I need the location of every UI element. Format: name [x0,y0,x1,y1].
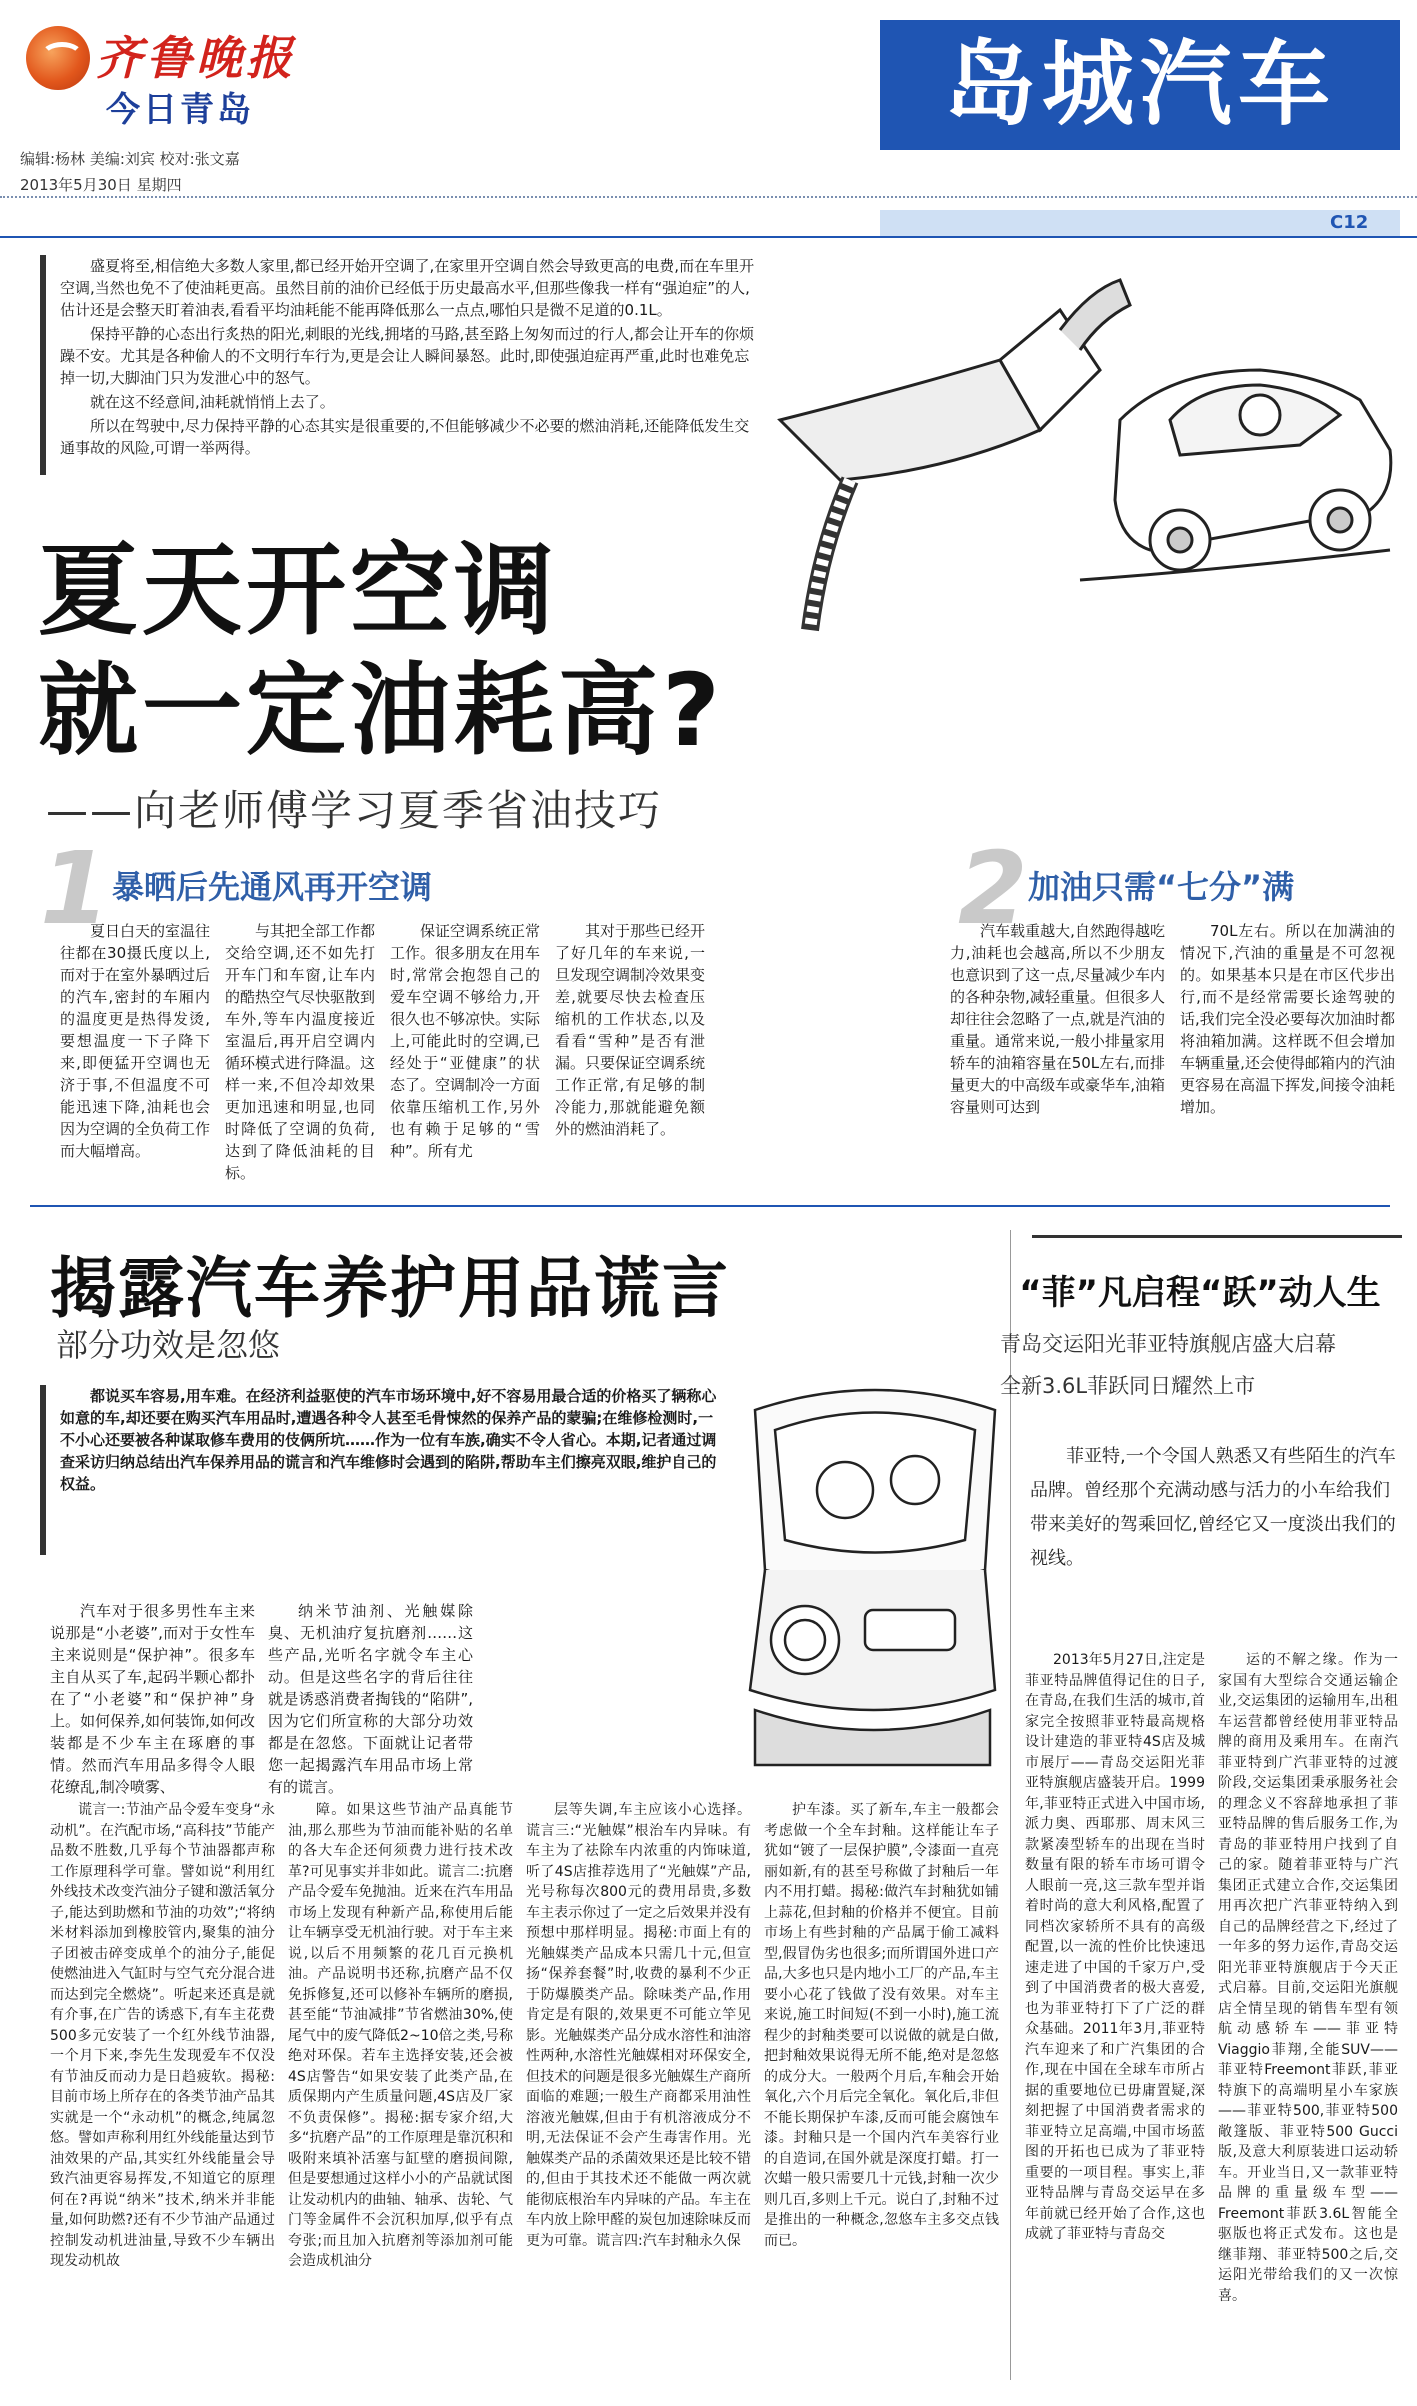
ad-paragraph: 运的不解之缘。作为一家国有大型综合交通运输企业,交运集团的运输用车,出租车运营都曾经使用菲亚特品牌的商用及乘用车。在南汽菲亚特到广汽菲亚特的过渡阶段,交运集团秉承服务社会的理念义不容辞地承担了菲亚特品牌的售后服务工作,为青岛的菲亚特用户找到了自己的家。随着菲亚特与广汽集团正式建立合作,交运集团用再次把广汽菲亚特纳入到自己的品牌经营之下,经过了一年多的努力运作,青岛交运阳光菲亚特旗舰店于今天正式启幕。目前,交运阳光旗舰店全情呈现的销售车型有领航动感轿车——菲亚特Viaggio菲翔,全能SUV——菲亚特Freemont菲跃,菲亚特旗下的高端明星小车家族——菲亚特500,菲亚特500敞篷版、菲亚特500 Gucci版,及意大利原装进口运动轿车。开业当日,又一款菲亚特品牌的重量级车型——Freemont菲跃3.6L智能全驱版也将正式发布。这也是继菲翔、菲亚特500之后,交运阳光带给我们的又一次惊喜。 [1218,1652,1398,2304]
intro-paragraph: 保持平静的心态出行炙热的阳光,刺眼的光线,拥堵的马路,甚至路上匆匆而过的行人,都会让开车的你烦躁不安。尤其是各种偷人的不文明行车行为,更是会让人瞬间暴怒。此时,即使强迫症再严重,此时也难免忘掉一切,大脚油门只为发泄心中的怒气。 [60,325,755,387]
story2-column-4 [764,1800,999,2251]
ad-top-rule [1032,1235,1402,1238]
page-rule [0,236,1417,238]
story2-paragraph: 纳米节油剂、光触媒除臭、无机油疗复抗磨剂……这些产品,光听名字就令车主心动。但是这些名字的背后往往就是诱惑消费者掏钱的“陷阱”,因为它们所宣称的大部分功效都是在忽悠。下面就让记者带您一起揭露汽车用品市场上常有的谎言。 [268,1602,473,1796]
headline-line-2: 就一定油耗高? [38,652,725,769]
tip1-column-2 [225,920,375,1184]
tip1-paragraph: 夏日白天的室温往往都在30摄氏度以上,而对于在室外暴晒过后的汽车,密封的车厢内的温度更是热得发烫,要想温度一下子降下来,即便猛开空调也无济于事,不但温度不可能迅速下降,油耗也会因为空调的全负荷工作而大幅增高。 [60,922,211,1160]
newspaper-logo-icon [26,26,90,90]
tip-title-1: 暴晒后先通风再开空调 [112,868,433,906]
tip1-column-4 [555,920,705,1140]
tip-title-2: 加油只需“七分”满 [1028,868,1295,906]
ad-column-2 [1218,1650,1398,2306]
story2-upper-column-1 [50,1600,255,1798]
edition-name: 今日青岛 [106,90,254,130]
ad-lead [1030,1440,1400,1576]
tip1-paragraph: 其对于那些已经开了好几年的车来说,一旦发现空调制冷效果变差,就要尽快去检查压缩机的工作状态,以及看看“雪种”是否有泄漏。只要保证空调系统工作正常,有足够的制冷能力,那就能避免额外的燃油消耗了。 [555,922,706,1138]
story2-column-2 [288,1800,513,2272]
tip2-column-2 [1180,920,1395,1118]
tip1-paragraph: 与其把全部工作都交给空调,还不如先打开车门和车窗,让车内的酷热空气尽快驱散到车外,等车内温度接近室温后,再开启空调内循环模式进行降温。这样一来,不但冷却效果更加迅速和明显,也同时降低了空调的负荷,达到了降低油耗的目标。 [225,922,376,1182]
ad-column-1 [1025,1650,1205,2245]
story2-lead-paragraph: 都说买车容易,用车难。在经济利益驱使的汽车市场环境中,好不容易用最合适的价格买了辆称心如意的车,却还要在购买汽车用品时,遭遇各种令人甚至毛骨悚然的保养产品的蒙骗;在维修检测时,一不小心还要被各种谋取修车费用的伎俩所坑……作为一位有车族,确实不令人省心。本期,记者通过调查采访归纳总结出汽车保养用品的谎言和汽车维修时会遇到的陷阱,帮助车主们擦亮双眼,维护自己的权益。 [60,1387,717,1493]
car-driver-icon [1080,370,1391,580]
intro-paragraph: 所以在驾驶中,尽力保持平静的心态其实是很重要的,不但能够减少不必要的燃油消耗,还能降低发生交通事故的风险,可谓一举两得。 [60,417,750,457]
story2-column-3 [526,1800,751,2251]
car-interior-illustration [735,1370,1010,1770]
story2-paragraph: 障。如果这些节油产品真能节油,那么那些为节油而能补贴的名单的各大车企还何须费力进行技术改革?可见事实并非如此。谎言二:抗磨产品令爱车免抛油。近来在汽车用品市场上发现有种新产品,称使用后能让车辆享受无机油行驶。对于车主来说,以后不用频繁的花几百元换机油。产品说明书还称,抗磨产品不仅免拆修复,还可以修补车辆所的磨损,甚至能“节油减排”节省燃油30%,使尾气中的废气降低2~10倍之类,号称绝对环保。若车主选择安装,还会被4S店警告“如果安装了此类产品,在质保期内产生质量问题,4S店及厂家不负责保修”。揭秘:据专家介绍,大多“抗磨产品”的工作原理是靠沉积和吸附来填补活塞与缸壁的磨损间隙,但是要想通过这样小小的产品就试图让发动机内的曲轴、轴承、齿轮、气门等金属件不会沉积加厚,似乎有点夸张;而且加入抗磨剂等添加剂可能会造成机油分 [288,1802,513,2269]
tip1-column-3 [390,920,540,1162]
story2-title: 揭露汽车养护用品谎言 [50,1250,730,1327]
page-number: C12 [1330,212,1369,233]
story2-subtitle: 部分功效是忽悠 [56,1326,281,1364]
headline-subtitle: ——向老师傅学习夏季省油技巧 [46,786,663,835]
tip-number-2: 2 [958,830,1028,947]
ad-subtitle-1: 青岛交运阳光菲亚特旗舰店盛大启幕 [1000,1332,1336,1356]
ad-lead-paragraph: 菲亚特,一个令国人熟悉又有些陌生的汽车品牌。曾经那个充满动感与活力的小车给我们带来美好的驾乘回忆,曾经它又一度淡出我们的视线。 [1030,1446,1396,1569]
fuel-nozzle-car-illustration [700,250,1400,670]
ad-subtitle-2: 全新3.6L菲跃同日耀然上市 [1000,1374,1256,1398]
section-divider [30,1205,1390,1207]
story2-paragraph: 谎言一:节油产品令爱车变身“永动机”。在汽配市场,“高科技”节能产品数不胜数,几乎每个节油器都声称工作原理科学可靠。譬如说“利用红外线技术改变汽油分子键和激活氧分子,能达到助燃和节油的功效”;“将纳米材料添加到橡胶管内,聚集的油分子团被击碎变成单个的油分子,能促使燃油进入气缸时与空气充分混合进而达到完全燃烧”。听起来还真是就有介事,在广告的诱惑下,有车主花费500多元安装了一个红外线节油器,一个月下来,李先生发现爱车不仅没有节油反而动力是日趋疲软。揭秘:目前市场上所存在的各类节油产品其实就是一个“永动机”的概念,纯属忽悠。譬如声称利用红外线能量达到节油效果的产品,其实红外线能量会导致汽油更容易挥发,不知道它的原理何在?再说“纳米”技术,纳米并非能量,如何助燃?还有不少节油产品通过控制发动机进油量,导致不少车辆出现发动机故 [50,1802,275,2269]
tip2-column-1 [950,920,1165,1118]
section-title: 岛城汽车 [943,31,1336,138]
header-divider [0,196,1417,198]
tip2-paragraph: 70L左右。所以在加满油的情况下,汽油的重量是不可忽视的。如果基本只是在市区代步出行,而不是经常需要长途驾驶的话,我们完全没必要每次加油时都将油箱加满。这样既不但会增加车辆重量,还会使得邮箱内的汽油更容易在高温下挥发,间接令油耗增加。 [1180,922,1395,1116]
intro-text [60,255,760,461]
story2-upper-column-2 [268,1600,473,1798]
story2-paragraph: 汽车对于很多男性车主来说那是“小老婆”,而对于女性车主来说则是“保护神”。很多车主自从买了车,起码半颗心都扑在了“小老婆”和“保护神”身上。如何保养,如何装饰,如何改装都是不少车主在琢磨的事情。然而汽车用品多得令人眼花缭乱,制冷喷雾、 [50,1602,255,1796]
column-rule [1010,1230,1011,2380]
headline-line-1: 夏天开空调 [38,532,558,649]
intro-paragraph: 就在这不经意间,油耗就悄悄上去了。 [90,393,335,411]
paper-name: 齐鲁晚报 [96,31,296,85]
story2-paragraph: 护车漆。买了新车,车主一般都会考虑做一个全车封釉。这样能让车子犹如“镀了一层保护膜”,令漆面一直亮丽如新,有的甚至号称做了封釉后一年内不用打蜡。揭秘:做汽车封釉犹如铺上蒜花,但封釉的价格并不便宜。目前市场上有些封釉的产品属于偷工减料型,假冒伪劣也很多;而所谓国外进口产品,大多也只是内地小工厂的产品,车主要小心花了钱做了没有效果。对车主来说,施工时间短(不到一小时),施工流程少的封釉类要可以说做的就是白做,把封釉效果说得无所不能,绝对是忽悠的成分大。一般两个月后,车釉会开始氧化,六个月后完全氧化。氧化后,非但不能长期保护车漆,反而可能会腐蚀车漆。封釉只是一个国内汽车美容行业的自造词,在国外就是深度打蜡。打一次蜡一般只需要几十元钱,封釉一次少则几百,多则上千元。说白了,封釉不过是推出的一种概念,忽悠车主多交点钱而已。 [764,1802,999,2249]
story2-lead [60,1385,720,1495]
tip2-paragraph: 汽车载重越大,自然跑得越吃力,油耗也会越高,所以不少朋友也意识到了这一点,尽量减少车内的各种杂物,减轻重量。但很多人却往往会忽略了一点,就是汽油的重量。通常来说,一般小排量家用轿车的油箱容量在50L左右,而排量更大的中高级车或豪华车,油箱容量则可达到 [950,922,1165,1116]
story2-accent-bar [40,1385,46,1555]
credits: 编辑:杨林 美编:刘宾 校对:张文嘉 [20,150,240,168]
tip1-paragraph: 保证空调系统正常工作。很多朋友在用车时,常常会抱怨自己的爱车空调不够给力,开很久也不够凉快。实际上,可能此时的空调,已经处于“亚健康”的状态了。空调制冷一方面依靠压缩机工作,另外也有赖于足够的“雪种”。所有尤 [390,922,541,1160]
ad-paragraph: 2013年5月27日,注定是菲亚特品牌值得记住的日子,在青岛,在我们生活的城市,首家完全按照菲亚特最高规格设计建造的菲亚特4S店及城市展厅——青岛交运阳光菲亚特旗舰店盛装开启。1999年,菲亚特正式进入中国市场,派力奥、西耶那、周末风三款紧凑型轿车的出现在当时数量有限的轿车市场可谓令人眼前一亮,这三款车型并诣着时尚的意大利风格,配置了同档次家轿所不具有的高级配置,以一流的性价比快速迅速走进了中国的千家万户,受到了中国消费者的极大喜爱,也为菲亚特打下了广泛的群众基础。2011年3月,菲亚特汽车迎来了和广汽集团的合作,现在中国在全球车市所占据的重要地位已毋庸置疑,深刻把握了中国消费者需求的菲亚特立足高端,中国市场蓝图的开拓也已成为了菲亚特重要的一项目程。事实上,菲亚特品牌与青岛交运早在多年前就已经开始了合作,这也成就了菲亚特与青岛交 [1025,1652,1205,2242]
fuel-nozzle-icon [780,280,1130,630]
dateline: 2013年5月30日 星期四 [20,176,182,194]
tip-number-1: 1 [40,830,110,947]
intro-accent-bar [40,255,46,475]
intro-paragraph: 盛夏将至,相信绝大多数人家里,都已经开始开空调了,在家里开空调自然会导致更高的电费,而在车里开空调,当然也免不了使油耗更高。虽然目前的油价已经低于历史最高水平,但那些像我一样有“强迫症”的人,估计还是会整天盯着油表,看看平均油耗能不能再降低那么一点点,哪怕只是微不足道的0.1L。 [60,257,755,319]
story2-paragraph: 层等失调,车主应该小心选择。谎言三:“光触媒”根治车内异味。有车主为了祛除车内浓重的内饰味道,听了4S店推荐选用了“光触媒”产品,光号称每次800元的费用昂贵,多数车主表示你过了一定之后效果并没有预想中那样明显。揭秘:市面上有的光触媒类产品成本只需几十元,但宣扬“保养套餐”时,收费的暴利不少正于防爆膜类产品。除味类产品,作用肯定是有限的,效果更不可能立竿见影。光触媒类产品分成水溶性和油溶性两种,水溶性光触媒相对环保安全,但技术的问题是很多光触媒生产商所面临的难题;一般生产商都采用油性溶液光触媒,但由于有机溶液成分不明,无法保证不会产生毒害作用。光触媒类产品的杀菌效果还是比较不错的,但由于其技术还不能做一两次就能彻底根治车内异味的产品。车主在车内放上除甲醛的炭包加速除味反而更为可靠。谎言四:汽车封釉永久保 [526,1802,751,2249]
ad-title: “菲”凡启程“跃”动人生 [1019,1273,1381,1313]
page-number-strip [880,210,1400,236]
tip1-column-1 [60,920,210,1162]
story2-column-1 [50,1800,275,2272]
